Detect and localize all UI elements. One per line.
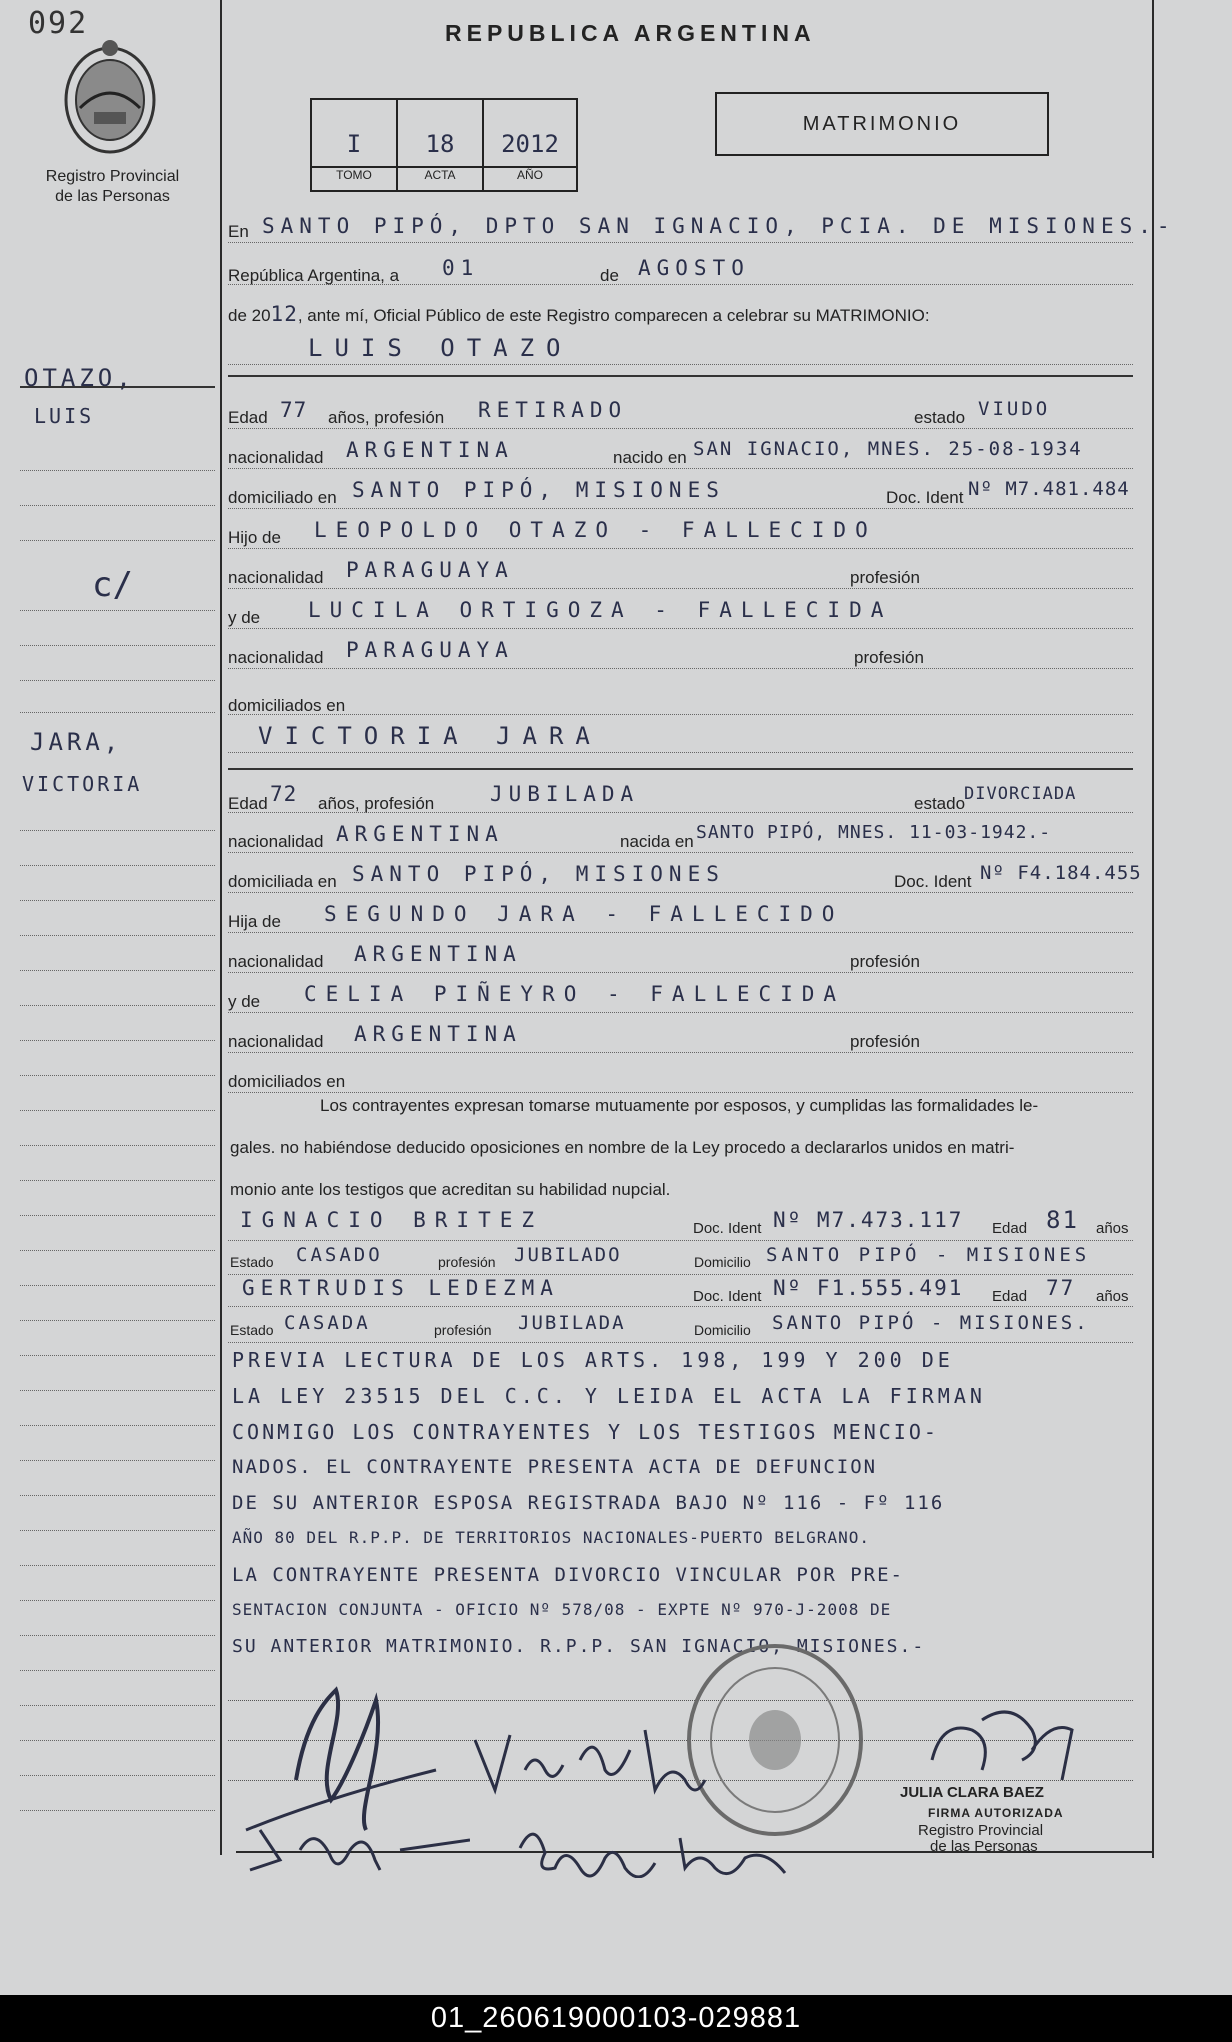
day-value: 01: [442, 256, 480, 280]
row-year: de 2012, ante mí, Oficial Público de este Registro comparecen a celebrar su MATRIMONIO:: [228, 302, 930, 326]
row-wife-address: domiciliada en SANTO PIPÓ, MISIONES Doc. Ident Nº F4.184.455: [228, 858, 1133, 893]
doc-type-box: MATRIMONIO: [715, 92, 1049, 156]
margin-rule: [220, 0, 222, 1855]
row-husband-parents-address: domiciliados en: [228, 684, 1133, 715]
row-husband-address: domiciliado en SANTO PIPÓ, MISIONES Doc. Ident Nº M7.481.484: [228, 474, 1133, 509]
note-line-7: LA CONTRAYENTE PRESENTA DIVORCIO VINCULAR POR PRE-: [232, 1564, 904, 1586]
row-wife-parents-address: domiciliados en: [228, 1064, 1133, 1093]
note-line-8: SENTACION CONJUNTA - OFICIO Nº 578/08 - EXPTE Nº 970-J-2008 DE: [232, 1600, 892, 1619]
witness1-signature-icon: [240, 1810, 470, 1880]
year-value: 12: [270, 302, 298, 326]
place-value: SANTO PIPÓ, DPTO SAN IGNACIO, PCIA. DE MISIONES.-: [262, 214, 1176, 238]
row-wife-mother: y de CELIA PIÑEYRO - FALLECIDA: [228, 978, 1133, 1013]
row-witness2: GERTRUDIS LEDEZMA Doc. Ident Nº F1.555.491 Edad 77 años: [228, 1272, 1133, 1307]
note-line-9: SU ANTERIOR MATRIMONIO. R.P.P. SAN IGNACIO, MISIONES.-: [232, 1636, 926, 1657]
declaration-line1: Los contrayentes expresan tomarse mutuamente por esposos, y cumplidas las formalidades le-: [320, 1096, 1039, 1115]
row-wife-father-nat: nacionalidad ARGENTINA profesión: [228, 938, 1133, 973]
coat-of-arms-icon: [58, 38, 162, 156]
row-wife-mother-nat: nacionalidad ARGENTINA profesión: [228, 1018, 1133, 1053]
wife-full-name: VICTORIA JARA: [258, 722, 602, 750]
margin-wife-name: VICTORIA: [22, 772, 143, 796]
declaration-line2: gales. no habiéndose deducido oposiciones en nombre de la Ley procedo a declararlos unidos en matri-: [230, 1138, 1015, 1157]
official-role: FIRMA AUTORIZADA: [928, 1806, 1064, 1820]
acta-label: ACTA: [424, 168, 456, 182]
row-husband-mother: y de LUCILA ORTIGOZA - FALLECIDA: [228, 594, 1133, 629]
official-name: JULIA CLARA BAEZ: [900, 1784, 1044, 1801]
margin-wife-surname: JARA,: [30, 728, 123, 756]
official-org-line2: de las Personas: [930, 1838, 1038, 1855]
husband-full-name: LUIS OTAZO: [308, 334, 573, 362]
note-line-5: DE SU ANTERIOR ESPOSA REGISTRADA BAJO Nº 116 - Fº 116: [232, 1492, 945, 1514]
official-org-line1: Registro Provincial: [918, 1822, 1044, 1839]
right-rule: [1152, 0, 1154, 1858]
row-witness2-details: Estado CASADA profesión JUBILADA Domicilio SANTO PIPÓ - MISIONES.: [228, 1308, 1133, 1343]
margin-husband-surname: OTAZO,: [24, 364, 135, 392]
registry-name-line2: de las Personas: [55, 188, 170, 205]
row-witness1-details: Estado CASADO profesión JUBILADO Domicilio SANTO PIPÓ - MISIONES: [228, 1240, 1133, 1275]
tomo-label: TOMO: [336, 168, 372, 182]
acta-value: 18: [425, 130, 455, 158]
witness2-signature-icon: [510, 1818, 830, 1878]
row-husband-mother-nat: nacionalidad PARAGUAYA profesión: [228, 634, 1133, 669]
note-line-1: PREVIA LECTURA DE LOS ARTS. 198, 199 Y 200 DE: [232, 1348, 954, 1372]
row-wife-age: Edad 72 años, profesión JUBILADA estado DIVORCIADA: [228, 778, 1133, 813]
scan-footer-code: 01_260619000103-029881: [0, 1995, 1232, 2042]
row-husband-father-nat: nacionalidad PARAGUAYA profesión: [228, 554, 1133, 589]
row-wife-name: [228, 720, 1133, 753]
row-husband-age: Edad 77 años, profesión RETIRADO estado VIUDO: [228, 394, 1133, 429]
wife-signature-icon: [470, 1720, 730, 1810]
tomo-value: I: [346, 130, 362, 158]
row-witness1: IGNACIO BRITEZ Doc. Ident Nº M7.473.117 Edad 81 años: [228, 1206, 1133, 1241]
row-husband-name: [228, 330, 1133, 365]
row-wife-nationality: nacionalidad ARGENTINA nacida en SANTO PIPÓ, MNES. 11-03-1942.-: [228, 818, 1133, 853]
declaration-line3: monio ante los testigos que acreditan su habilidad nupcial.: [230, 1180, 671, 1199]
note-line-3: CONMIGO LOS CONTRAYENTES Y LOS TESTIGOS MENCIO-: [232, 1420, 939, 1444]
month-value: AGOSTO: [638, 256, 750, 280]
ano-label: AÑO: [516, 168, 543, 182]
note-line-2: LA LEY 23515 DEL C.C. Y LEIDA EL ACTA LA FIRMAN: [232, 1384, 986, 1408]
country-title: REPUBLICA ARGENTINA: [445, 20, 816, 46]
record-box: [310, 98, 578, 192]
margin-conjunction: c/: [92, 565, 133, 605]
row-wife-father: Hija de SEGUNDO JARA - FALLECIDO: [228, 898, 1133, 933]
serial-number: 092: [28, 6, 89, 41]
ano-value: 2012: [501, 130, 559, 158]
row-husband-nationality: nacionalidad ARGENTINA nacido en SAN IGNACIO, MNES. 25-08-1934: [228, 434, 1133, 469]
note-line-6: AÑO 80 DEL R.P.P. DE TERRITORIOS NACIONALES-PUERTO BELGRANO.: [232, 1528, 870, 1547]
row-date: República Argentina, a 01 de AGOSTO: [228, 250, 1133, 285]
margin-husband-name: LUIS: [34, 404, 95, 428]
note-line-4: NADOS. EL CONTRAYENTE PRESENTA ACTA DE DEFUNCION: [232, 1456, 878, 1478]
registry-name-line1: Registro Provincial: [45, 168, 180, 185]
row-place: En SANTO PIPÓ, DPTO SAN IGNACIO, PCIA. DE MISIONES.-: [228, 208, 1133, 243]
row-husband-father: Hijo de LEOPOLDO OTAZO - FALLECIDO: [228, 514, 1133, 549]
